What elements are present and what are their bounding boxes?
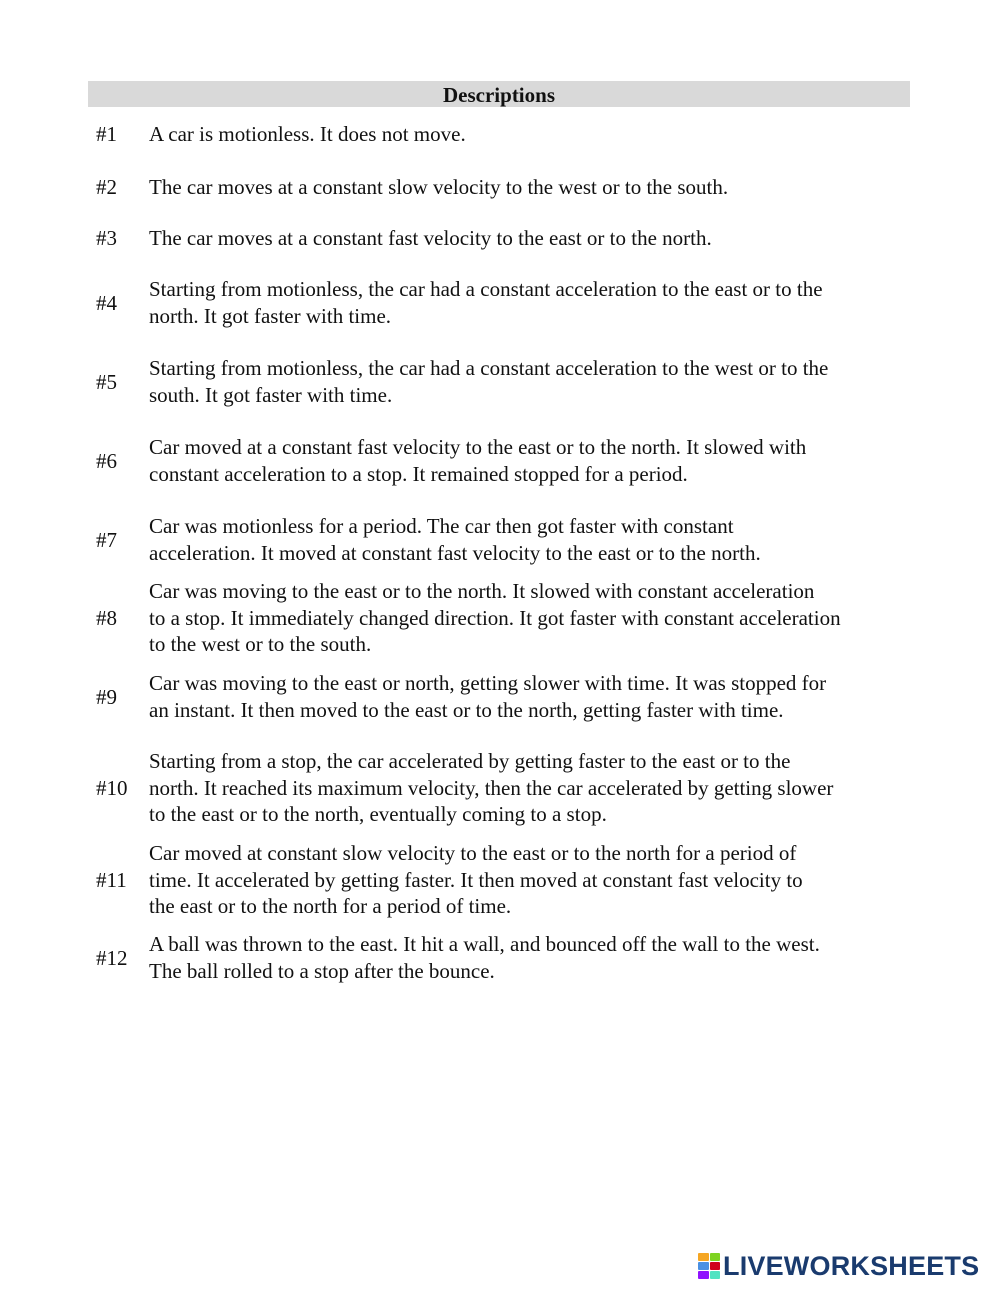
item-text: Car moved at constant slow velocity to the east or to the north for a period of time. It accelerated by getting faster. It then moved at constant fast velocity to the east or to the north for a period of time.: [149, 841, 803, 918]
item-text: Car was moving to the east or north, getting slower with time. It was stopped for an instant. It then moved to the east or to the north, getting faster with time.: [149, 671, 827, 722]
item-text: A car is motionless. It does not move.: [149, 122, 466, 146]
item-text: Starting from motionless, the car had a constant acceleration to the west or to the south. It got faster with time.: [149, 356, 829, 407]
item-number: #8: [96, 606, 117, 630]
item-text: Starting from motionless, the car had a constant acceleration to the east or to the north. It got faster with time.: [149, 277, 823, 328]
item-number: #12: [96, 946, 128, 970]
logo-block: [698, 1253, 709, 1261]
item-number: #11: [96, 868, 127, 892]
item-number: #9: [96, 685, 117, 709]
item-number: #1: [96, 122, 117, 146]
item-number: #10: [96, 776, 128, 800]
descriptions-header: [88, 81, 910, 107]
item-text: Car was motionless for a period. The car then got faster with constant acceleration. It moved at constant fast velocity to the east or to the north.: [149, 514, 761, 565]
item-number: #5: [96, 370, 117, 394]
item-text: A ball was thrown to the east. It hit a wall, and bounced off the wall to the west. The ball rolled to a stop after the bounce.: [149, 932, 820, 983]
logo-block: [710, 1271, 721, 1279]
page-title: Descriptions: [443, 83, 555, 107]
logo-block: [698, 1262, 709, 1270]
logo-block: [698, 1271, 709, 1279]
logo-text: LIVEWORKSHEETS: [723, 1251, 980, 1281]
item-text: The car moves at a constant slow velocity to the west or to the south.: [149, 175, 729, 199]
item-number: #4: [96, 291, 117, 315]
item-number: #7: [96, 528, 117, 552]
item-number: #6: [96, 449, 117, 473]
logo-block: [710, 1262, 721, 1270]
item-text: Car moved at a constant fast velocity to the east or to the north. It slowed with constant acceleration to a stop. It remained stopped for a period.: [149, 435, 807, 486]
item-text: The car moves at a constant fast velocity to the east or to the north.: [149, 226, 712, 250]
liveworksheets-logo: [698, 1249, 979, 1283]
item-text: Starting from a stop, the car accelerated by getting faster to the east or to the north. It reached its maximum velocity, then the car accelerated by getting slower to the east or to the north, eventually coming to a stop.: [149, 749, 834, 826]
item-number: #3: [96, 226, 117, 250]
item-number: #2: [96, 175, 117, 199]
logo-block: [710, 1253, 721, 1261]
item-text: Car was moving to the east or to the north. It slowed with constant acceleration to a stop. It immediately changed direction. It got faster with constant acceleration to the west or to the south.: [149, 579, 841, 656]
liveworksheets-logo-icon: [698, 1253, 720, 1279]
